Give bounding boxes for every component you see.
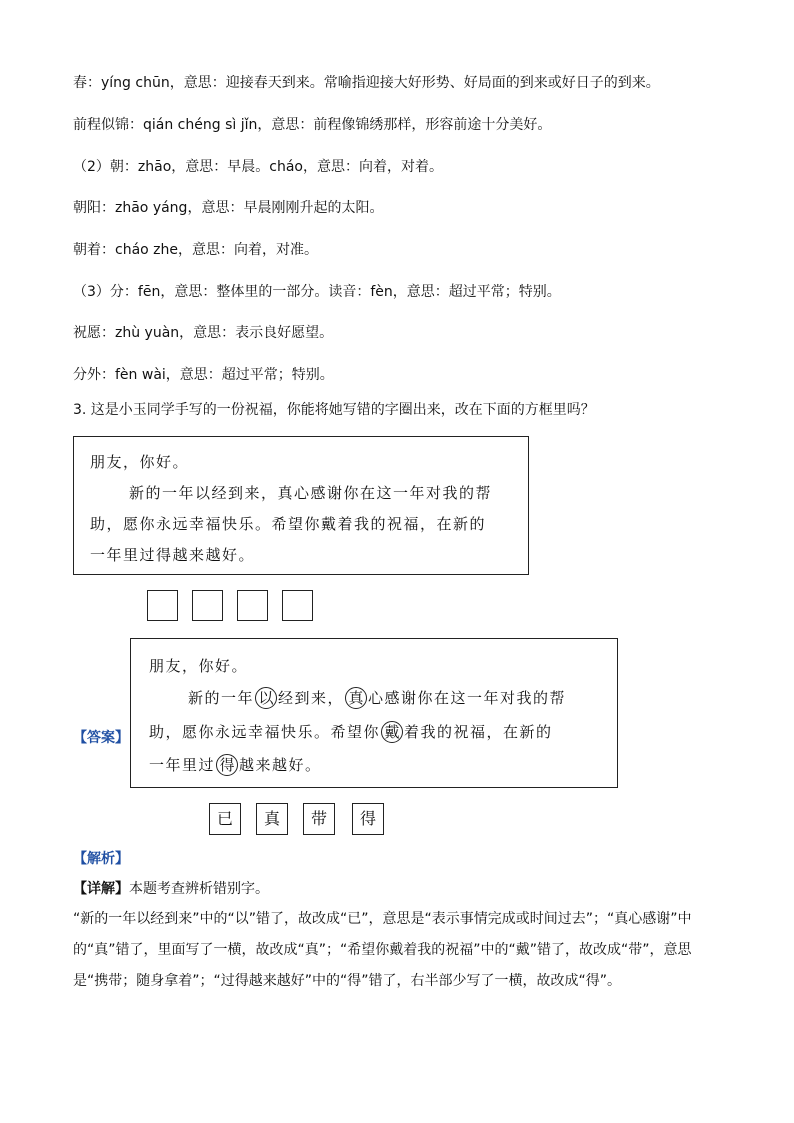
explanation-line-8: 分外：fèn wài，意思：超过平常；特别。 — [73, 367, 334, 383]
answer-text: 新的一年 — [188, 689, 255, 707]
answer-square-3[interactable] — [237, 590, 268, 621]
circled-char-dai: 戴 — [381, 721, 403, 743]
analysis-label: 【解析】 — [73, 851, 129, 867]
answer-text: 经到来， — [278, 689, 345, 707]
circled-char-zhen: 真 — [345, 687, 367, 709]
letter-greeting: 朋友，你好。 — [90, 453, 190, 471]
circled-char-de: 得 — [216, 754, 238, 776]
detail-text: 本题考查辨析错别字。 — [129, 881, 269, 897]
explanation-line-5: 朝着：cháo zhe，意思：向着，对准。 — [73, 242, 318, 258]
explanation-line-1: 春：yíng chūn，意思：迎接春天到来。常喻指迎接大好形势、好局面的到来或好日子的到来。 — [73, 75, 660, 91]
answer-text: 一年里过 — [149, 756, 216, 774]
handwritten-letter-box — [73, 436, 529, 575]
answer-greeting: 朋友，你好。 — [149, 657, 249, 675]
letter-line-2: 助，愿你永远幸福快乐。希望你戴着我的祝福，在新的 — [90, 515, 487, 533]
answer-line-2 — [149, 721, 553, 743]
circled-char-yi: 以 — [255, 687, 277, 709]
analysis-body: “新的一年以经到来”中的“以”错了，故改成“已”，意思是“表示事情完成或时间过去”；“真心感谢”中的“真”错了，里面写了一横，故改成“真”；“希望你戴着我的祝福”中的“戴”错了，故改成“带”，意思是“携带；随身拿着”；“过得越来越好”中的“得”错了，右半部少写了一横，故改成“得”。 — [73, 911, 692, 989]
letter-line-3: 一年里过得越来越好。 — [90, 546, 256, 564]
letter-line-1: 新的一年以经到来，真心感谢你在这一年对我的帮 — [129, 484, 493, 502]
answer-text: 助，愿你永远幸福快乐。希望你 — [149, 723, 381, 741]
answer-box-2: 真 — [256, 803, 288, 835]
detail-label: 【详解】 — [73, 881, 129, 897]
explanation-line-7: 祝愿：zhù yuàn，意思：表示良好愿望。 — [73, 325, 334, 341]
answer-box-1: 已 — [209, 803, 241, 835]
answer-box-3: 带 — [303, 803, 335, 835]
explanation-line-6: （3）分：fēn，意思：整体里的一部分。读音：fèn，意思：超过平常；特别。 — [73, 284, 561, 300]
answer-letter-box — [130, 638, 618, 788]
answer-line-3 — [149, 754, 322, 776]
explanation-line-3: （2）朝：zhāo，意思：早晨。cháo，意思：向着，对着。 — [73, 159, 443, 175]
answer-line-1 — [188, 687, 566, 709]
explanation-line-2: 前程似锦：qián chéng sì jǐn，意思：前程像锦绣那样，形容前途十分美好。 — [73, 117, 552, 133]
answer-text: 越来越好。 — [239, 756, 322, 774]
question-text: 3. 这是小玉同学手写的一份祝福，你能将她写错的字圈出来，改在下面的方框里吗？ — [73, 402, 595, 418]
answer-text: 心感谢你在这一年对我的帮 — [368, 689, 567, 707]
explanation-line-4: 朝阳：zhāo yáng，意思：早晨刚刚升起的太阳。 — [73, 200, 384, 216]
answer-square-4[interactable] — [282, 590, 313, 621]
answer-text: 着我的祝福，在新的 — [404, 723, 553, 741]
answer-square-2[interactable] — [192, 590, 223, 621]
detail-line — [73, 878, 269, 898]
answer-label: 【答案】 — [73, 730, 129, 746]
answer-box-4: 得 — [352, 803, 384, 835]
answer-square-1[interactable] — [147, 590, 178, 621]
